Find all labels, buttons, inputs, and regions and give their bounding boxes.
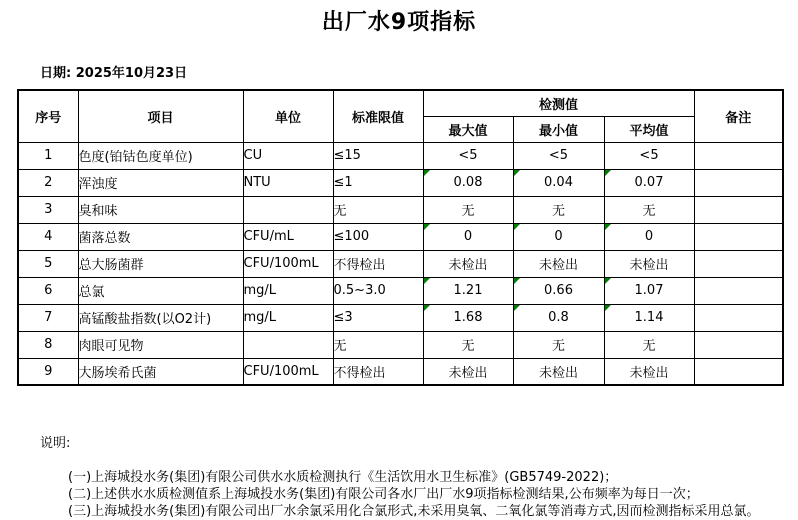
cell-min: 0.8 <box>513 304 604 331</box>
cell-max: 无 <box>423 331 513 358</box>
cell-unit: CFU/100mL <box>243 250 333 277</box>
cell-limit: ≤1 <box>333 169 423 196</box>
cell-unit <box>243 196 333 223</box>
cell-unit: CFU/100mL <box>243 358 333 385</box>
cell-unit: CFU/mL <box>243 223 333 250</box>
cell-no: 7 <box>18 304 78 331</box>
cell-remark <box>694 250 783 277</box>
cell-max: 1.68 <box>423 304 513 331</box>
cell-unit: mg/L <box>243 304 333 331</box>
cell-limit: 无 <box>333 331 423 358</box>
cell-item: 肉眼可见物 <box>78 331 243 358</box>
cell-item: 色度(铂钴色度单位) <box>78 142 243 169</box>
cell-limit: 不得检出 <box>333 358 423 385</box>
cell-remark <box>694 358 783 385</box>
cell-avg: 未检出 <box>604 358 694 385</box>
cell-avg: 0 <box>604 223 694 250</box>
cell-item: 总大肠菌群 <box>78 250 243 277</box>
table-row <box>18 358 783 385</box>
cell-remark <box>694 304 783 331</box>
cell-min: 0.66 <box>513 277 604 304</box>
cell-remark <box>694 142 783 169</box>
note-line: (一)上海城投水务(集团)有限公司供水水质检测执行《生活饮用水卫生标准》(GB5749-2022)； <box>68 470 618 485</box>
col-header-min: 最小值 <box>513 116 604 142</box>
cell-avg: 未检出 <box>604 250 694 277</box>
cell-remark <box>694 277 783 304</box>
cell-min: 无 <box>513 331 604 358</box>
cell-unit <box>243 331 333 358</box>
note-line: (二)上述供水水质检测值系上海城投水务(集团)有限公司各水厂出厂水9项指标检测结果,公布频率为每日一次； <box>68 487 699 502</box>
cell-unit: NTU <box>243 169 333 196</box>
cell-no: 4 <box>18 223 78 250</box>
col-header-detection: 检测值 <box>423 90 694 116</box>
table-row <box>18 277 783 304</box>
cell-min: 0 <box>513 223 604 250</box>
cell-max: 1.21 <box>423 277 513 304</box>
table-row <box>18 142 783 169</box>
cell-no: 1 <box>18 142 78 169</box>
cell-avg: 无 <box>604 331 694 358</box>
col-header-unit: 单位 <box>243 90 333 142</box>
cell-max: 0 <box>423 223 513 250</box>
cell-limit: 0.5~3.0 <box>333 277 423 304</box>
col-header-avg: 平均值 <box>604 116 694 142</box>
table-body <box>18 142 783 385</box>
cell-avg: 0.07 <box>604 169 694 196</box>
cell-max: 未检出 <box>423 250 513 277</box>
cell-remark <box>694 196 783 223</box>
cell-limit: ≤3 <box>333 304 423 331</box>
cell-limit: 不得检出 <box>333 250 423 277</box>
cell-no: 3 <box>18 196 78 223</box>
cell-remark <box>694 169 783 196</box>
cell-min: 0.04 <box>513 169 604 196</box>
cell-item: 大肠埃希氏菌 <box>78 358 243 385</box>
cell-unit: mg/L <box>243 277 333 304</box>
notes-section <box>0 432 798 520</box>
col-header-no: 序号 <box>18 90 78 142</box>
cell-max: 无 <box>423 196 513 223</box>
cell-max: 未检出 <box>423 358 513 385</box>
cell-avg: <5 <box>604 142 694 169</box>
cell-max: 0.08 <box>423 169 513 196</box>
cell-avg: 1.07 <box>604 277 694 304</box>
table-row <box>18 169 783 196</box>
cell-no: 6 <box>18 277 78 304</box>
water-quality-table <box>17 89 784 386</box>
cell-no: 2 <box>18 169 78 196</box>
table-row <box>18 331 783 358</box>
cell-min: 无 <box>513 196 604 223</box>
notes-label: 说明: <box>40 436 71 451</box>
cell-no: 9 <box>18 358 78 385</box>
cell-no: 5 <box>18 250 78 277</box>
cell-avg: 无 <box>604 196 694 223</box>
cell-min: 未检出 <box>513 358 604 385</box>
table-row <box>18 223 783 250</box>
table-header <box>18 90 783 142</box>
cell-item: 菌落总数 <box>78 223 243 250</box>
col-header-item: 项目 <box>78 90 243 142</box>
col-header-remark: 备注 <box>694 90 783 142</box>
col-header-limit: 标准限值 <box>333 90 423 142</box>
cell-item: 浑浊度 <box>78 169 243 196</box>
cell-remark <box>694 331 783 358</box>
table-row <box>18 196 783 223</box>
report-date: 日期: 2025年10月23日 <box>40 66 188 81</box>
cell-unit: CU <box>243 142 333 169</box>
header-row-top <box>18 90 783 116</box>
cell-limit: ≤100 <box>333 223 423 250</box>
cell-item: 总氯 <box>78 277 243 304</box>
cell-item: 臭和味 <box>78 196 243 223</box>
cell-avg: 1.14 <box>604 304 694 331</box>
col-header-max: 最大值 <box>423 116 513 142</box>
cell-limit: ≤15 <box>333 142 423 169</box>
cell-max: <5 <box>423 142 513 169</box>
cell-min: <5 <box>513 142 604 169</box>
page-title: 出厂水9项指标 <box>321 10 477 35</box>
cell-no: 8 <box>18 331 78 358</box>
table-row <box>18 250 783 277</box>
cell-limit: 无 <box>333 196 423 223</box>
cell-item: 高锰酸盐指数(以O2计) <box>78 304 243 331</box>
note-line: (三)上海城投水务(集团)有限公司出厂水余氯采用化合氯形式,未采用臭氧、二氧化氯等消毒方式,因而检测指标采用总氯。 <box>68 504 760 519</box>
cell-min: 未检出 <box>513 250 604 277</box>
cell-remark <box>694 223 783 250</box>
table-row <box>18 304 783 331</box>
